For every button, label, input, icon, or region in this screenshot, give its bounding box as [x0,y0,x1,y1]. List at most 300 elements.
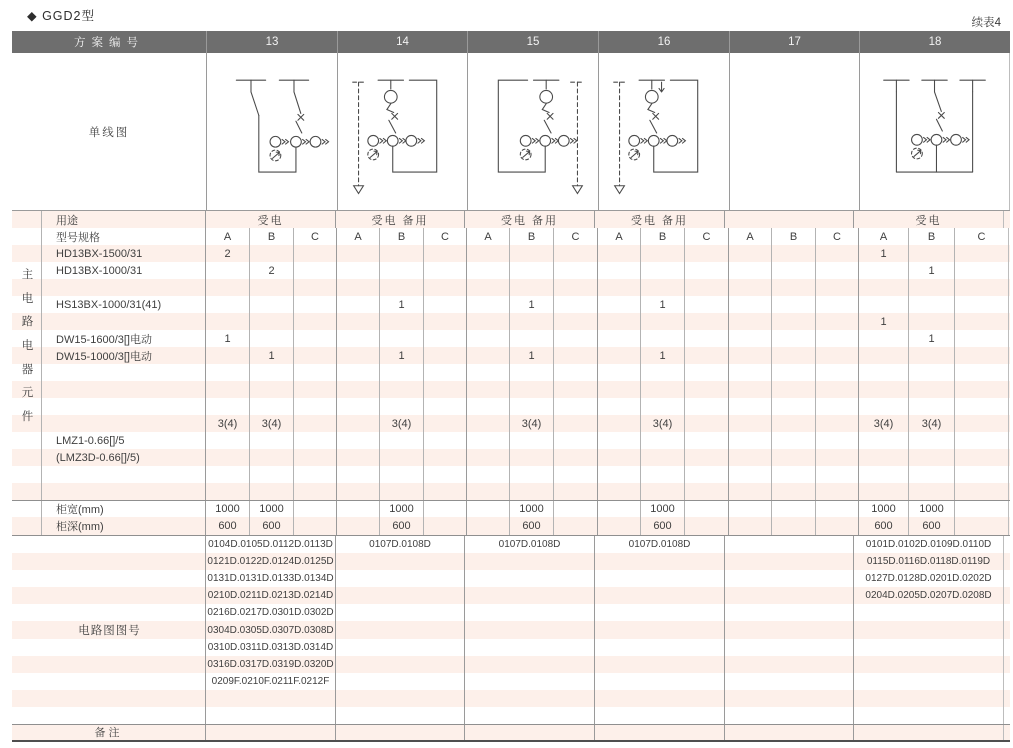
value-cell [380,313,424,330]
value-cell [336,673,465,690]
value-cell: B [380,228,424,245]
value-cell [294,432,337,449]
table-row [12,415,1010,432]
value-cell [595,587,725,604]
value-cell [337,432,380,449]
value-cell [859,296,909,313]
value-cell [336,639,465,656]
table-row [12,364,1010,381]
table-row [12,466,1010,483]
value-cell [955,279,1009,296]
value-cell [250,330,294,347]
table-row [12,262,1010,279]
row-label: 柜宽(mm) [42,501,206,517]
value-cell [206,690,336,707]
row-label [12,639,206,656]
remark-row [12,724,1010,742]
value-cell: 0204D.0205D.0207D.0208D [854,587,1004,604]
value-cell: 1000 [250,501,294,517]
value-cell [467,313,510,330]
value-cell [424,432,467,449]
row-label: HS13BX-1000/31(41) [42,296,206,313]
value-cell [816,364,859,381]
value-cell: C [955,228,1009,245]
vertical-label-char: 电 [21,339,34,352]
value-cell [909,483,955,500]
value-cell [424,279,467,296]
side-strip-cell [12,296,42,313]
value-cell [685,517,729,535]
value-cell [685,398,729,415]
value-cell [206,449,250,466]
value-cell [729,501,772,517]
value-cell [641,330,685,347]
value-cell: 1 [859,313,909,330]
value-cell: C [294,228,337,245]
row-label [12,673,206,690]
value-cell [424,466,467,483]
row-label [42,483,206,500]
circuit-number-row [12,604,1010,621]
value-cell [250,313,294,330]
value-cell [729,364,772,381]
value-cell [816,330,859,347]
value-cell [294,381,337,398]
value-cell [510,398,554,415]
value-cell [685,296,729,313]
row-label: 用途 [42,211,206,228]
value-cell: 600 [641,517,685,535]
value-cell [725,673,854,690]
value-cell [424,313,467,330]
table-row [12,228,1010,245]
value-cell [294,279,337,296]
value-cell: 3(4) [510,415,554,432]
vertical-label-char: 元 [21,387,34,400]
value-cell [725,707,854,724]
value-cell [294,466,337,483]
value-cell: 0310D.0311D.0313D.0314D [206,639,336,656]
value-cell [725,536,854,553]
row-label [42,466,206,483]
value-cell [685,330,729,347]
value-cell: C [424,228,467,245]
value-cell [467,330,510,347]
circuit-number-row [12,707,1010,724]
value-cell [816,398,859,415]
value-cell [909,347,955,364]
value-cell [554,501,598,517]
value-cell [467,398,510,415]
value-cell [554,432,598,449]
value-cell: 0104D.0105D.0112D.0113D [206,536,336,553]
table-row [12,432,1010,449]
value-cell [598,501,641,517]
value-cell [510,432,554,449]
circuit-number-row [12,656,1010,673]
page-title: ◆ GGD2型 [27,9,96,23]
value-cell [854,621,1004,638]
value-cell: 1000 [859,501,909,517]
value-cell [598,415,641,432]
table-row [12,245,1010,262]
value-cell [250,483,294,500]
value-cell [854,673,1004,690]
side-strip-cell [12,449,42,466]
vertical-label-char: 主 [21,269,34,281]
value-cell [554,313,598,330]
value-cell: 1 [380,347,424,364]
side-strip-cell [12,501,42,517]
value-cell [955,296,1009,313]
value-cell [598,279,641,296]
value-cell [685,501,729,517]
value-cell [336,707,465,724]
value-cell: 0209F.0210F.0211F.0212F [206,673,336,690]
table-row [12,296,1010,313]
value-cell [424,501,467,517]
value-cell [772,381,816,398]
value-cell [729,245,772,262]
value-cell [772,364,816,381]
row-label: 备注 [12,725,206,740]
value-cell [467,466,510,483]
value-cell [294,398,337,415]
value-cell [729,449,772,466]
value-cell [467,262,510,279]
row-label [12,707,206,724]
value-cell: 2 [250,262,294,279]
value-cell [685,245,729,262]
side-strip-cell [12,347,42,364]
value-cell [250,245,294,262]
value-cell [595,639,725,656]
side-strip-cell [12,245,42,262]
value-cell [725,587,854,604]
value-cell: 受电 [854,211,1004,228]
value-cell [909,313,955,330]
value-cell [685,432,729,449]
value-cell [554,296,598,313]
row-label [12,621,206,638]
circuit-number-row [12,570,1010,587]
value-cell [380,364,424,381]
single-line-diagram-18 [860,53,1010,210]
vertical-label-char: 件 [21,410,34,423]
value-cell [909,432,955,449]
value-cell [641,449,685,466]
value-cell [294,330,337,347]
value-cell [554,466,598,483]
value-cell [337,398,380,415]
value-cell [854,725,1004,740]
value-cell [955,483,1009,500]
value-cell [859,483,909,500]
value-cell [467,415,510,432]
value-cell [467,501,510,517]
row-label [12,553,206,570]
row-label: HD13BX-1500/31 [42,245,206,262]
column-header-18: 18 [928,36,942,48]
value-cell [465,587,595,604]
value-cell [955,415,1009,432]
side-strip-cell [12,466,42,483]
value-cell [725,690,854,707]
value-cell [859,262,909,279]
value-cell: B [641,228,685,245]
row-label [12,690,206,707]
row-label [12,604,206,621]
value-cell [816,432,859,449]
value-cell [685,313,729,330]
value-cell [294,296,337,313]
single-line-diagram-16 [599,53,730,210]
value-cell [294,364,337,381]
value-cell [206,279,250,296]
value-cell [955,449,1009,466]
value-cell [337,364,380,381]
value-cell [729,262,772,279]
circuit-number-row [12,673,1010,690]
usage-row [12,211,1010,228]
value-cell [595,553,725,570]
value-cell [641,432,685,449]
value-cell [598,466,641,483]
value-cell [859,279,909,296]
value-cell [725,621,854,638]
side-strip-cell [12,415,42,432]
value-cell: 0101D.0102D.0109D.0110D [854,536,1004,553]
value-cell: 0115D.0116D.0118D.0119D [854,553,1004,570]
value-cell [816,449,859,466]
value-cell [909,381,955,398]
side-strip-cell [12,330,42,347]
value-cell [598,517,641,535]
value-cell [294,415,337,432]
value-cell [250,432,294,449]
value-cell [250,364,294,381]
value-cell: 受电 [206,211,336,228]
value-cell [250,279,294,296]
value-cell: C [685,228,729,245]
value-cell [336,725,465,740]
value-cell [206,707,336,724]
row-label [12,570,206,587]
column-header-17: 17 [730,31,860,53]
value-cell: 1 [641,347,685,364]
value-cell [250,449,294,466]
value-cell [336,656,465,673]
value-cell [337,466,380,483]
value-cell [641,279,685,296]
value-cell [554,415,598,432]
side-strip-cell [12,279,42,296]
value-cell [909,449,955,466]
value-cell [816,313,859,330]
value-cell: A [206,228,250,245]
value-cell [380,262,424,279]
value-cell [816,262,859,279]
value-cell: 0121D.0122D.0124D.0125D [206,553,336,570]
value-cell [725,553,854,570]
value-cell [729,517,772,535]
value-cell [729,313,772,330]
value-cell [337,415,380,432]
value-cell [206,364,250,381]
value-cell [424,483,467,500]
value-cell [859,398,909,415]
value-cell [424,449,467,466]
value-cell [336,621,465,638]
single-line-diagram-14 [338,53,468,210]
value-cell [685,466,729,483]
value-cell [729,381,772,398]
value-cell [206,313,250,330]
value-cell [467,296,510,313]
value-cell [859,466,909,483]
value-cell: 0210D.0211D.0213D.0214D [206,587,336,604]
value-cell [294,245,337,262]
circuit-number-row [12,639,1010,656]
row-label [12,536,206,553]
value-cell [510,313,554,330]
value-cell: A [337,228,380,245]
value-cell [909,398,955,415]
row-label [42,381,206,398]
value-cell [380,466,424,483]
value-cell: 0127D.0128D.0201D.0202D [854,570,1004,587]
value-cell [955,330,1009,347]
value-cell [294,501,337,517]
value-cell [598,245,641,262]
value-cell [206,483,250,500]
value-cell [465,690,595,707]
value-cell [595,621,725,638]
value-cell [206,296,250,313]
value-cell [467,517,510,535]
single-line-diagram-row [12,53,1010,211]
value-cell [595,570,725,587]
single-line-diagram-17 [730,53,860,210]
value-cell [772,483,816,500]
value-cell [250,466,294,483]
value-cell: 0107D.0108D [336,536,465,553]
value-cell: 600 [909,517,955,535]
value-cell [955,245,1009,262]
value-cell [641,313,685,330]
row-label: DW15-1000/3[]电动 [42,347,206,364]
value-cell [595,707,725,724]
value-cell [725,656,854,673]
table-row [12,347,1010,364]
value-cell [294,449,337,466]
circuit-number-row [12,536,1010,553]
value-cell [467,364,510,381]
value-cell [685,415,729,432]
value-cell [641,364,685,381]
value-cell [337,245,380,262]
vertical-label-char: 器 [21,363,34,376]
value-cell [206,432,250,449]
value-cell [685,483,729,500]
value-cell [772,466,816,483]
value-cell [467,245,510,262]
value-cell [772,245,816,262]
value-cell: 3(4) [859,415,909,432]
value-cell [772,501,816,517]
value-cell: 1000 [380,501,424,517]
value-cell: 1000 [510,501,554,517]
table-row [12,330,1010,347]
value-cell: 1000 [206,501,250,517]
value-cell [909,245,955,262]
value-cell: B [250,228,294,245]
value-cell [380,449,424,466]
value-cell [380,245,424,262]
table-row [12,483,1010,500]
value-cell [816,381,859,398]
value-cell [380,432,424,449]
value-cell [337,296,380,313]
value-cell: A [729,228,772,245]
value-cell [337,330,380,347]
value-cell [380,279,424,296]
value-cell [294,517,337,535]
value-cell [685,381,729,398]
side-strip-cell [12,262,42,279]
value-cell: 3(4) [641,415,685,432]
value-cell [554,245,598,262]
value-cell [467,347,510,364]
value-cell [816,466,859,483]
value-cell [772,517,816,535]
value-cell: 1 [909,262,955,279]
table-row [12,449,1010,466]
value-cell [816,245,859,262]
single-line-diagram-13 [207,53,338,210]
value-cell [206,381,250,398]
value-cell: C [554,228,598,245]
value-cell [336,690,465,707]
value-cell [955,364,1009,381]
value-cell [467,279,510,296]
value-cell [598,347,641,364]
value-cell [595,725,725,740]
value-cell [772,347,816,364]
value-cell: 600 [206,517,250,535]
value-cell [424,245,467,262]
value-cell: 1 [859,245,909,262]
row-label [42,415,206,432]
column-header-13: 13 [207,31,338,53]
value-cell [725,639,854,656]
value-cell [206,725,336,740]
value-cell [467,432,510,449]
value-cell [294,262,337,279]
value-cell [729,432,772,449]
row-label [42,313,206,330]
value-cell [955,381,1009,398]
value-cell [424,415,467,432]
value-cell [598,483,641,500]
value-cell [685,279,729,296]
value-cell [294,313,337,330]
value-cell [729,279,772,296]
value-cell [955,501,1009,517]
value-cell [424,364,467,381]
value-cell: 1 [250,347,294,364]
value-cell [598,313,641,330]
